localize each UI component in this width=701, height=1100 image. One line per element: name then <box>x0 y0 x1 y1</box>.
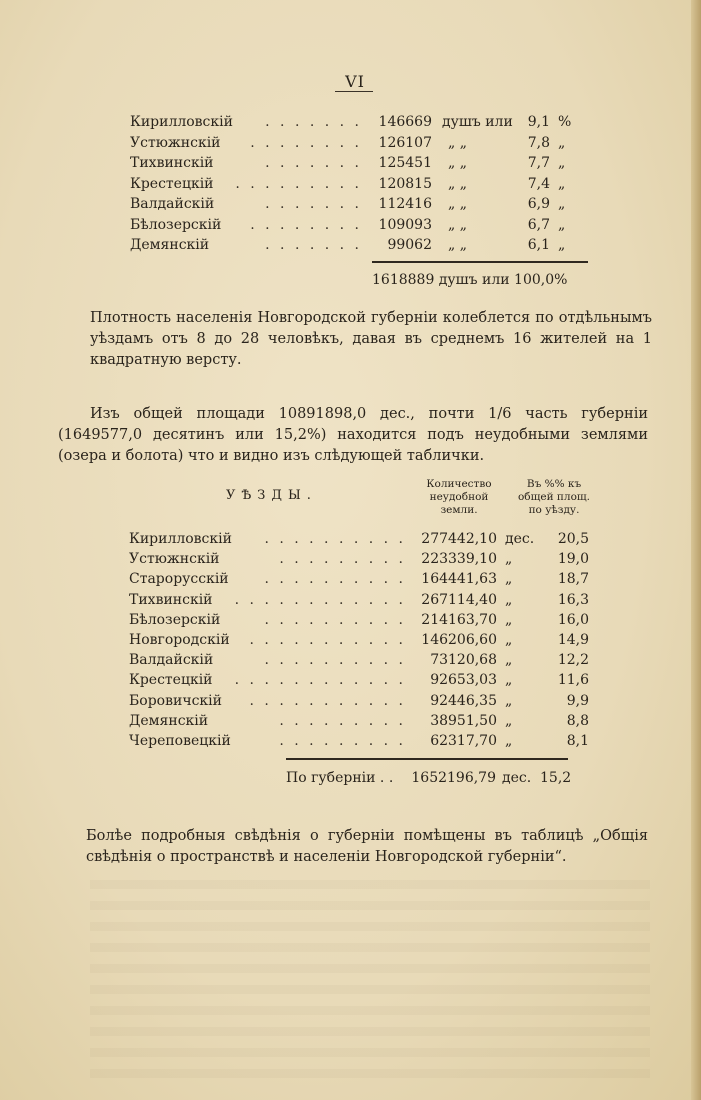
population-value: 126107 <box>378 134 432 151</box>
population-value: 99062 <box>387 237 432 253</box>
table-row: . . . . . . . . . . Бѣлозерскій 214163,70 „ 16,0 <box>129 611 589 628</box>
population-value: 120815 <box>378 175 432 192</box>
district-name: Валдайскій <box>129 652 214 669</box>
area-unit: „ <box>505 591 513 608</box>
district-name: Устюжнскій <box>130 134 221 151</box>
total-label: По губерніи . . <box>286 770 394 786</box>
page-number: VI <box>345 72 365 91</box>
total-pct: 15,2 <box>540 770 572 786</box>
district-name: Демянскій <box>130 237 210 253</box>
area-unit: „ <box>505 611 513 628</box>
pct-sign: % <box>558 114 572 130</box>
area-pct: 19,0 <box>557 551 589 568</box>
population-total: 1618889 душъ или 100,0% <box>372 272 568 288</box>
district-name: Тихвинскій <box>129 591 213 608</box>
population-value: 109093 <box>378 216 432 233</box>
district-name: Валдайскій <box>130 196 215 212</box>
table-row: . . . . . . . . . . . Новгородскій 146206,60 „ 14,9 <box>129 631 589 648</box>
population-unit: душъ или <box>442 114 513 130</box>
area-value: 146206,60 <box>421 631 497 648</box>
area-unit: „ <box>505 712 513 729</box>
paragraph-text: Плотность населенія Новгородской губерніи колеблется по отдѣльнымъ уѣздамъ отъ 8 до 28 человѣкъ, давая въ среднемъ 16 жителей на 1 квадратную версту. <box>90 310 652 368</box>
table-row: . . . . . . . Демянскій 99062 „ „ 6,1 „ <box>130 237 566 253</box>
table-row: . . . . . . . . Бѣлозерскій 109093 „ „ 6,7 „ <box>130 216 566 233</box>
district-name: Череповецкій <box>129 732 231 749</box>
pct-sign: „ <box>558 196 566 212</box>
population-pct: 7,7 <box>527 155 550 171</box>
table-row: . . . . . . . . . . Старорусскій 164441,63 „ 18,7 <box>129 571 589 588</box>
area-unit: „ <box>505 631 513 648</box>
area-pct: 8,1 <box>566 732 589 749</box>
column-header-pct: Въ %% къ общей площ. по уѣзду. <box>517 478 591 516</box>
table-row: . . . . . . . . . Череповецкій 62317,70 „ 8,1 <box>129 732 589 749</box>
total-unit: дес. <box>502 770 532 786</box>
table-row: . . . . . . . Кирилловскій 146669 душъ или 9,1 % <box>130 114 572 130</box>
area-pct: 20,5 <box>557 531 589 547</box>
area-value: 73120,68 <box>430 652 497 669</box>
column-header-amount: Количество неудобной земли. <box>426 478 492 516</box>
area-unit: „ <box>505 672 513 689</box>
pct-sign: „ <box>558 175 566 192</box>
area-value: 92653,03 <box>430 672 497 689</box>
district-name: Бѣлозерскій <box>130 216 222 233</box>
pct-sign: „ <box>558 237 566 253</box>
population-value: 146669 <box>378 114 432 130</box>
district-name: Устюжнскій <box>129 551 220 568</box>
district-name: Крестецкій <box>129 672 213 689</box>
area-pct: 11,6 <box>557 672 589 689</box>
wasteland-table <box>129 531 599 753</box>
district-name: Тихвинскій <box>130 155 214 171</box>
population-pct: 6,7 <box>527 216 550 233</box>
district-name: Старорусскій <box>129 571 229 588</box>
area-value: 92446,35 <box>430 692 497 709</box>
area-pct: 9,9 <box>566 692 589 709</box>
population-value: 125451 <box>378 155 432 171</box>
area-pct: 16,0 <box>557 611 589 628</box>
table-row: . . . . . . . . Устюжнскій 126107 „ „ 7,8 „ <box>130 134 566 151</box>
area-unit: „ <box>505 571 513 588</box>
area-value: 38951,50 <box>430 712 497 729</box>
pct-sign: „ <box>558 216 566 233</box>
district-name: Кирилловскій <box>129 531 232 547</box>
population-unit: „ „ <box>448 216 467 233</box>
area-value: 214163,70 <box>421 611 497 628</box>
area-pct: 18,7 <box>557 571 589 588</box>
total-value: 1652196,79 <box>411 770 496 786</box>
column-header-districts: УѢЗДЫ. <box>226 488 317 503</box>
area-value: 277442,10 <box>421 531 497 547</box>
area-value: 223339,10 <box>421 551 497 568</box>
population-pct: 6,9 <box>527 196 550 212</box>
table-row: . . . . . . . . . . Кирилловскій 277442,10 дес. 20,5 <box>129 531 589 547</box>
pct-sign: „ <box>558 155 566 171</box>
reference-paragraph <box>86 826 648 868</box>
area-pct: 8,8 <box>566 712 589 729</box>
district-name: Кирилловскій <box>130 114 233 130</box>
population-unit: „ „ <box>448 196 467 212</box>
population-pct: 7,4 <box>527 175 550 192</box>
table-row: . . . . . . . . . . Валдайскій 73120,68 „ 12,2 <box>129 652 589 669</box>
area-unit: „ <box>505 551 513 568</box>
area-unit: „ <box>505 732 513 749</box>
area-value: 164441,63 <box>421 571 497 588</box>
table-total-rule <box>286 758 568 760</box>
district-name: Новгородскій <box>129 631 230 648</box>
bleed-through <box>90 880 650 1080</box>
population-unit: „ „ <box>448 175 467 192</box>
pct-sign: „ <box>558 134 566 151</box>
table-row: . . . . . . . . . Устюжнскій 223339,10 „ 19,0 <box>129 551 589 568</box>
area-unit: дес. <box>505 531 535 547</box>
page-edge <box>691 0 701 1100</box>
district-name: Демянскій <box>129 712 209 729</box>
district-name: Бѣлозерскій <box>129 611 221 628</box>
area-pct: 16,3 <box>557 591 589 608</box>
population-unit: „ „ <box>448 155 467 171</box>
table-total-rule <box>372 261 588 263</box>
table-row: . . . . . . . . . . . . Крестецкій 92653,03 „ 11,6 <box>129 672 589 689</box>
population-unit: „ „ <box>448 134 467 151</box>
district-name: Крестецкій <box>130 175 214 192</box>
area-pct: 14,9 <box>557 631 589 648</box>
table-row: . . . . . . . . . Демянскій 38951,50 „ 8,8 <box>129 712 589 729</box>
page-number-rule <box>335 91 373 92</box>
population-unit: „ „ <box>448 237 467 253</box>
area-unit: „ <box>505 652 513 669</box>
population-pct: 6,1 <box>527 237 550 253</box>
area-pct: 12,2 <box>557 652 589 669</box>
area-value: 267114,40 <box>421 591 497 608</box>
paragraph-text: Болѣе подробныя свѣдѣнія о губерніи помѣщены въ таблицѣ „Общія свѣдѣнія о пространствѣ и населеніи Новгородской губерніи“. <box>86 828 648 865</box>
population-value: 112416 <box>378 196 432 212</box>
population-pct: 7,8 <box>527 134 550 151</box>
area-value: 62317,70 <box>430 732 497 749</box>
population-table <box>130 114 590 258</box>
table-row: . . . . . . . . . . . Боровичскій 92446,35 „ 9,9 <box>129 692 589 709</box>
table-row: . . . . . . . Валдайскій 112416 „ „ 6,9 „ <box>130 196 566 212</box>
district-name: Боровичскій <box>129 692 222 709</box>
table-row: . . . . . . . . . Крестецкій 120815 „ „ 7,4 „ <box>130 175 566 192</box>
area-unit: „ <box>505 692 513 709</box>
table-row: . . . . . . . Тихвинскій 125451 „ „ 7,7 „ <box>130 155 566 171</box>
population-pct: 9,1 <box>527 114 550 130</box>
area-paragraph <box>58 404 648 467</box>
paragraph-text: Изъ общей площади 10891898,0 дес., почти 1/6 часть губерніи (1649577,0 десятинъ или 15,2%) находится подъ неудобными землями (озера и болота) что и видно изъ слѣдующей таблички. <box>58 406 648 464</box>
table-row: . . . . . . . . . . . . Тихвинскій 267114,40 „ 16,3 <box>129 591 589 608</box>
density-paragraph <box>90 308 652 371</box>
